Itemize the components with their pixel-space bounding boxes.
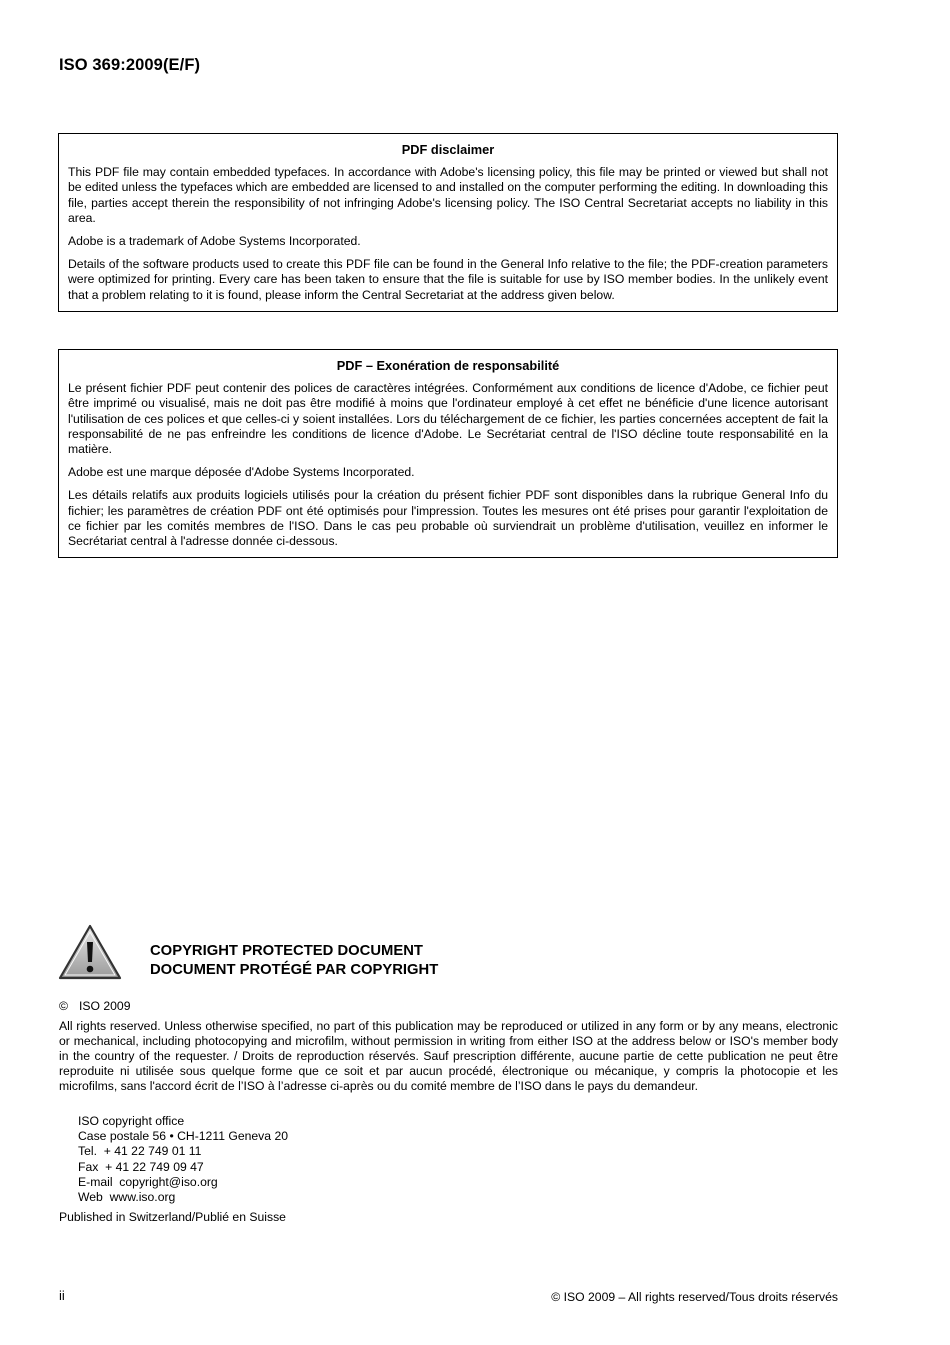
disclaimer-fr-paragraph: Le présent fichier PDF peut contenir des polices de caractères intégrées. Conformément aux conditions de licence d'Adobe, ce fichier peut être imprimé ou visualisé, mais ne doit pas être modifié à moins que l'ordinateur employé à cet effet ne bénéficie d'une licence autorisant l'utilisation de ces polices et que celles-ci y soient installées. Lors du téléchargement de ce fichier, les parties concernées acceptent de fait la responsabilité de ne pas enfreindre les conditions de licence d'Adobe. Le Secrétariat central de l'ISO décline toute responsabilité en la matière.: [68, 381, 828, 457]
footer-copyright: © ISO 2009 – All rights reserved/Tous droits réservés: [551, 1290, 838, 1304]
copyright-year-line: [59, 999, 130, 1013]
copyright-title-fr: DOCUMENT PROTÉGÉ PAR COPYRIGHT: [150, 962, 439, 978]
copyright-heading: [150, 942, 438, 980]
address-tel: Tel. + 41 22 749 01 11: [78, 1144, 202, 1159]
address-office: ISO copyright office: [78, 1114, 185, 1128]
disclaimer-fr-paragraph: Les détails relatifs aux produits logiciels utilisés pour la création du présent fichier PDF sont disponibles dans la rubrique General Info du fichier; les paramètres de création PDF ont été optimisés pour l'impression. Toutes les mesures ont été prises pour garantir l'exploitation de ce fichier par les comités membres de l'ISO. Dans le cas peu probable où surviendrait un problème d'utilisation, veuillez en informer le Secrétariat central à l'adresse donnée ci-dessous.: [68, 488, 828, 549]
document-id: ISO 369:2009(E/F): [59, 56, 201, 74]
copyright-year: ISO 2009: [78, 999, 131, 1013]
address-postal: Case postale 56 • CH-1211 Geneva 20: [78, 1129, 289, 1144]
warning-triangle-icon: [58, 924, 122, 980]
pdf-disclaimer-fr-box: [58, 349, 838, 558]
address-fax: Fax + 41 22 749 09 47: [78, 1159, 204, 1174]
pdf-disclaimer-box: [58, 133, 838, 312]
pdf-disclaimer-title: PDF disclaimer: [401, 142, 495, 157]
disclaimer-paragraph: This PDF file may contain embedded typefaces. In accordance with Adobe's licensing policy, this file may be printed or viewed but shall not be edited unless the typefaces which are embedded are licensed to and installed on the computer performing the editing. In downloading this file, parties accept therein the responsibility of not infringing Adobe's licensing policy. The ISO Central Secretariat accepts no liability in this area.: [68, 165, 828, 225]
rights-text: All rights reserved. Unless otherwise specified, no part of this publication may be reproduced or utilized in any form or by any means, electronic or mechanical, including photocopying and microfilm, without permission in writing from either ISO at the address below or ISO's member body in the country of the requester. / Droits de reproduction réservés. Sauf prescription différente, aucune partie de cette publication ne peut être reproduite ni utilisée sous quelque forme que ce soit et par aucun procédé, électronique ou mécanique, y compris la photocopie et les microfilms, sans l'accord écrit de l’ISO à l’adresse ci-après ou du comité membre de l’ISO dans le pays du demandeur.: [59, 1019, 838, 1094]
iso-address: [78, 1114, 288, 1205]
disclaimer-paragraph: Adobe is a trademark of Adobe Systems Incorporated.: [68, 234, 361, 249]
disclaimer-fr-paragraph: Adobe est une marque déposée d'Adobe Systems Incorporated.: [68, 465, 415, 480]
address-web: Web www.iso.org: [78, 1190, 176, 1205]
disclaimer-paragraph: Details of the software products used to create this PDF file can be found in the General Info relative to the file; the PDF-creation parameters were optimized for printing. Every care has been taken to ensure that the file is suitable for use by ISO member bodies. In the unlikely event that a problem relating to it is found, please inform the Central Secretariat at the address given below.: [68, 257, 828, 302]
copyright-title-en: COPYRIGHT PROTECTED DOCUMENT: [150, 943, 423, 959]
published-line: Published in Switzerland/Publié en Suisse: [59, 1210, 286, 1224]
address-email: E-mail copyright@iso.org: [78, 1174, 218, 1189]
page-number: ii: [59, 1288, 65, 1303]
copyright-symbol: ©: [59, 999, 68, 1013]
pdf-disclaimer-fr-title: PDF – Exonération de responsabilité: [336, 358, 560, 373]
